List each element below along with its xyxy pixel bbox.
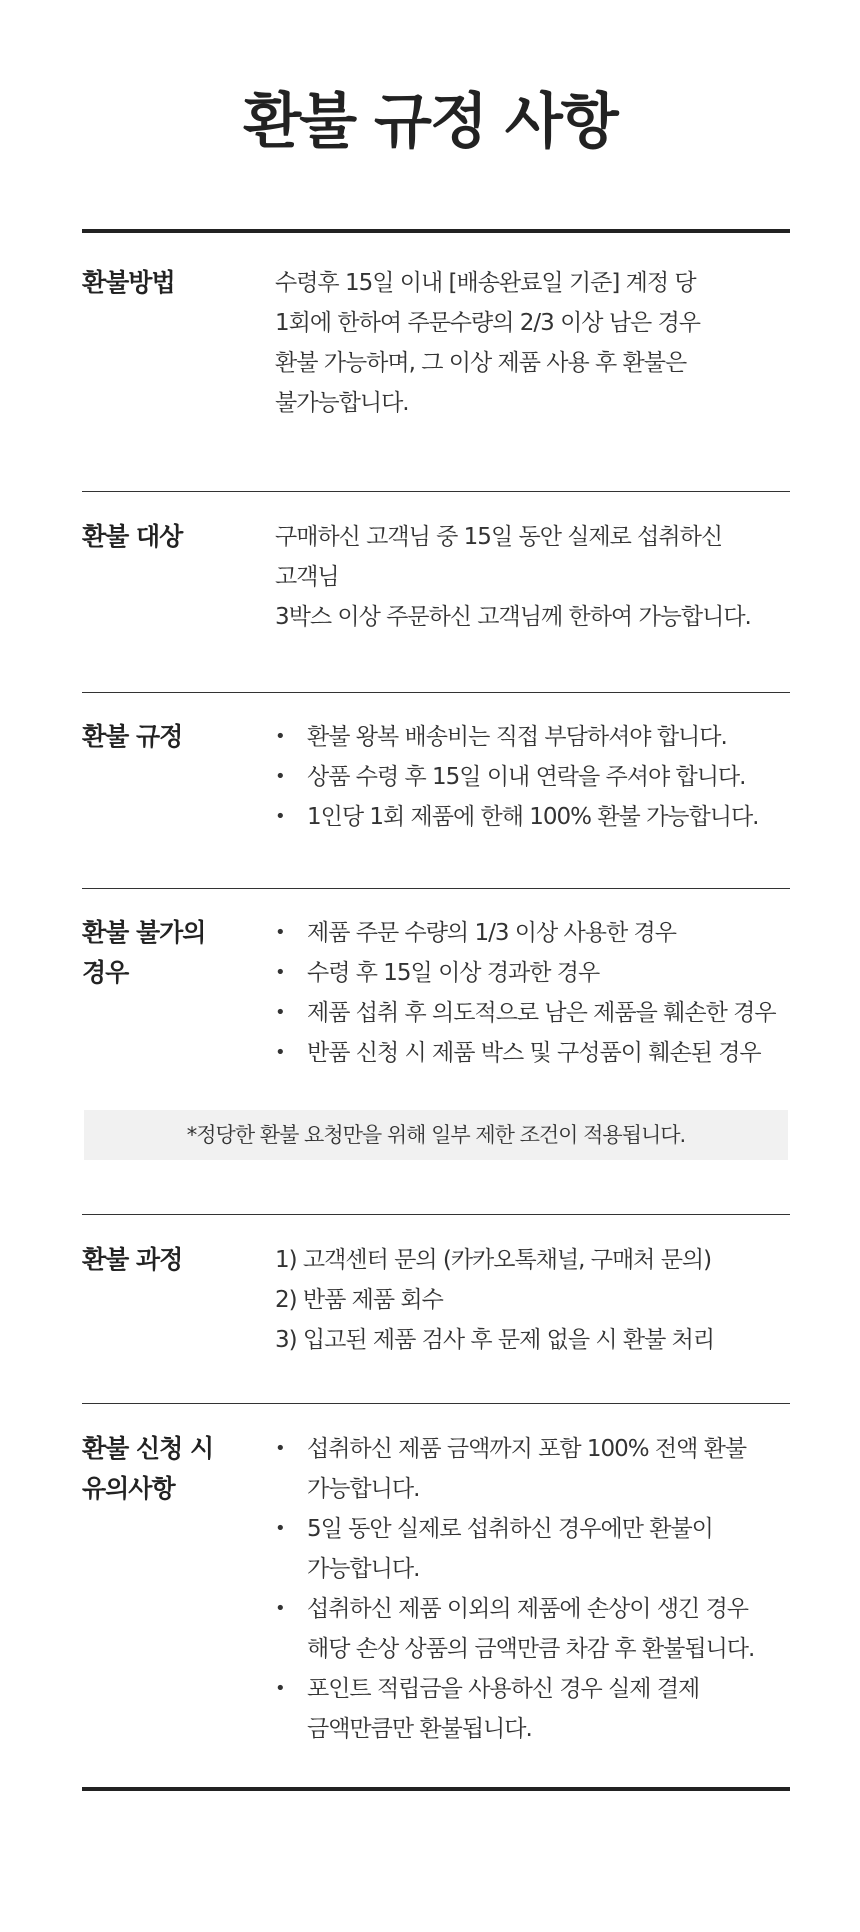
item-line: 가능합니다. — [307, 1556, 420, 1582]
body-line: 고객님 — [275, 564, 339, 590]
list-item — [275, 1669, 805, 1749]
list-item — [275, 1589, 805, 1669]
section-divider — [82, 1214, 790, 1215]
item-line: • 섭취하신 제품 이외의 제품에 손상이 생긴 경우 — [307, 1596, 749, 1622]
body-line: 수령후 15일 이내 [배송완료일 기준] 계정 당 — [275, 270, 696, 296]
section-label — [82, 913, 262, 993]
list-item: • 제품 섭취 후 의도적으로 남은 제품을 훼손한 경우 — [275, 993, 805, 1033]
section-divider — [82, 1403, 790, 1404]
section-divider — [82, 692, 790, 693]
body-line: 구매하신 고객님 중 15일 동안 실제로 섭취하신 — [275, 524, 723, 550]
label-line: 경우 — [82, 958, 129, 987]
body-line: 3박스 이상 주문하신 고객님께 한하여 가능합니다. — [275, 604, 751, 630]
body-line: 2) 반품 제품 회수 — [275, 1287, 443, 1313]
item-line: 해당 손상 상품의 금액만큼 차감 후 환불됩니다. — [307, 1636, 755, 1662]
label-line: 유의사항 — [82, 1474, 175, 1503]
item-line: 가능합니다. — [307, 1476, 420, 1502]
section-body — [275, 1429, 805, 1749]
section-label: 환불 규정 — [82, 722, 183, 751]
item-line: 금액만큼만 환불됩니다. — [307, 1716, 532, 1742]
label-line: 환불 불가의 — [82, 918, 206, 947]
section-label: 환불방법 — [82, 268, 175, 297]
body-line: 환불 가능하며, 그 이상 제품 사용 후 환불은 — [275, 350, 687, 376]
bullet-list — [275, 1429, 805, 1749]
list-item — [275, 1429, 805, 1509]
list-item: • 1인당 1회 제품에 한해 100% 환불 가능합니다. — [275, 797, 805, 837]
page-title: 환불 규정 사항 — [243, 87, 617, 157]
bullet-list — [275, 717, 805, 837]
body-line: 불가능합니다. — [275, 390, 409, 416]
list-item: • 환불 왕복 배송비는 직접 부담하셔야 합니다. — [275, 717, 805, 757]
section-label — [82, 1429, 262, 1509]
notice-box: *정당한 환불 요청만을 위해 일부 제한 조건이 적용됩니다. — [84, 1110, 788, 1160]
bullet-list — [275, 913, 805, 1073]
section-label: 환불 대상 — [82, 522, 183, 551]
section-body — [275, 1240, 805, 1360]
section-body — [275, 263, 805, 423]
list-item: • 상품 수령 후 15일 이내 연락을 주셔야 합니다. — [275, 757, 805, 797]
section-body — [275, 913, 805, 1073]
section-body — [275, 717, 805, 837]
list-item: • 반품 신청 시 제품 박스 및 구성품이 훼손된 경우 — [275, 1033, 805, 1073]
top-divider — [82, 229, 790, 233]
list-item: • 제품 주문 수량의 1/3 이상 사용한 경우 — [275, 913, 805, 953]
body-line: 3) 입고된 제품 검사 후 문제 없을 시 환불 처리 — [275, 1327, 715, 1353]
section-label: 환불 과정 — [82, 1245, 183, 1274]
list-item — [275, 1509, 805, 1589]
label-line: 환불 신청 시 — [82, 1434, 214, 1463]
body-line: 1) 고객센터 문의 (카카오톡채널, 구매처 문의) — [275, 1247, 712, 1273]
body-line: 1회에 한하여 주문수량의 2/3 이상 남은 경우 — [275, 310, 701, 336]
item-line: • 포인트 적립금을 사용하신 경우 실제 결제 — [307, 1676, 700, 1702]
section-divider — [82, 888, 790, 889]
item-line: • 섭취하신 제품 금액까지 포함 100% 전액 환불 — [307, 1436, 747, 1462]
bottom-divider — [82, 1787, 790, 1791]
section-body — [275, 517, 805, 637]
list-item: • 수령 후 15일 이상 경과한 경우 — [275, 953, 805, 993]
item-line: • 5일 동안 실제로 섭취하신 경우에만 환불이 — [307, 1516, 713, 1542]
section-divider — [82, 491, 790, 492]
